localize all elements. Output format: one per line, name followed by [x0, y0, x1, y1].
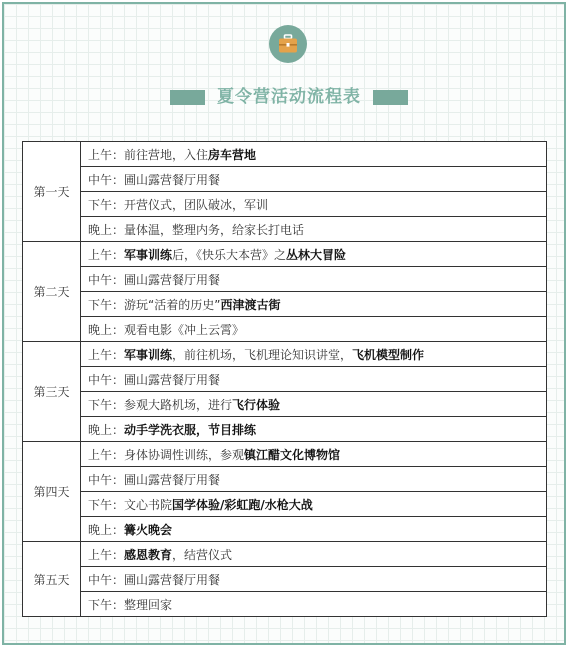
activity-highlight: 篝火晚会	[124, 522, 173, 537]
activity-highlight: 飞行体验	[232, 397, 281, 412]
table-row	[23, 167, 547, 192]
activity-text: 晚上：量体温，整理内务，给家长打电话	[88, 222, 305, 237]
activity-cell	[81, 292, 547, 317]
activity-text: 晚上：	[88, 522, 125, 537]
day-label: 第五天	[23, 542, 81, 617]
table-row	[23, 492, 547, 517]
activity-cell	[81, 242, 547, 267]
day-label: 第一天	[23, 142, 81, 242]
activity-text: 下午：游玩“活着的历史”	[88, 297, 221, 312]
table-row	[23, 217, 547, 242]
title-row	[4, 86, 568, 108]
day-label: 第三天	[23, 342, 81, 442]
activity-text: 晚上：观看电影《冲上云霄》	[88, 322, 245, 337]
activity-cell	[81, 417, 547, 442]
table-row	[23, 567, 547, 592]
activity-text: 中午：圃山露营餐厅用餐	[88, 572, 221, 587]
table-row	[23, 292, 547, 317]
activity-cell	[81, 567, 547, 592]
table-row	[23, 267, 547, 292]
activity-cell	[81, 492, 547, 517]
activity-cell	[81, 167, 547, 192]
activity-cell	[81, 467, 547, 492]
activity-text: 中午：圃山露营餐厅用餐	[88, 272, 221, 287]
activity-text: 后，《快乐大本营》之	[172, 247, 287, 262]
title-bar-left	[170, 90, 205, 105]
activity-highlight: 军事训练	[124, 247, 173, 262]
activity-text: 上午：身体协调性训练，参观	[88, 447, 245, 462]
page-title: 夏令营活动流程表	[217, 87, 361, 107]
activity-highlight: 国学体验/彩虹跑/水枪大战	[172, 497, 313, 512]
table-row	[23, 392, 547, 417]
activity-highlight: 丛林大冒险	[286, 247, 347, 262]
activity-cell	[81, 192, 547, 217]
activity-highlight: 飞机模型制作	[352, 347, 425, 362]
activity-text: 晚上：	[88, 422, 125, 437]
activity-text: 上午：	[88, 547, 125, 562]
table-row	[23, 142, 547, 167]
table-row	[23, 192, 547, 217]
table-row	[23, 442, 547, 467]
activity-cell	[81, 442, 547, 467]
table-row	[23, 317, 547, 342]
activity-cell	[81, 392, 547, 417]
table-row	[23, 592, 547, 617]
activity-text: 上午：前往营地，入住	[88, 147, 209, 162]
table-row	[23, 542, 547, 567]
activity-highlight: 房车营地	[208, 147, 257, 162]
activity-highlight: 感恩教育	[124, 547, 173, 562]
activity-text: 下午：参观大路机场，进行	[88, 397, 233, 412]
suitcase-icon	[276, 32, 300, 56]
activity-highlight: 军事训练	[124, 347, 173, 362]
activity-text: 中午：圃山露营餐厅用餐	[88, 372, 221, 387]
activity-cell	[81, 317, 547, 342]
activity-text: 上午：	[88, 247, 125, 262]
table-row	[23, 242, 547, 267]
activity-text: 中午：圃山露营餐厅用餐	[88, 472, 221, 487]
table-row	[23, 342, 547, 367]
activity-text: 中午：圃山露营餐厅用餐	[88, 172, 221, 187]
activity-highlight: 镇江醋文化博物馆	[244, 447, 341, 462]
activity-text: ，前往机场，飞机理论知识讲堂，	[172, 347, 353, 362]
activity-cell	[81, 517, 547, 542]
activity-cell	[81, 592, 547, 617]
header-badge	[269, 25, 307, 63]
title-bar-right	[373, 90, 408, 105]
activity-text: 上午：	[88, 347, 125, 362]
activity-cell	[81, 217, 547, 242]
table-row	[23, 367, 547, 392]
activity-text: 下午：文心书院	[88, 497, 173, 512]
schedule-table	[22, 141, 547, 617]
activity-cell	[81, 542, 547, 567]
activity-text: ，结营仪式	[172, 547, 233, 562]
table-row	[23, 517, 547, 542]
day-label: 第四天	[23, 442, 81, 542]
activity-cell	[81, 142, 547, 167]
table-row	[23, 467, 547, 492]
activity-text: 下午：开营仪式，团队破冰，军训	[88, 197, 269, 212]
activity-highlight: 动手学洗衣服，节目排练	[124, 422, 257, 437]
activity-cell	[81, 342, 547, 367]
activity-highlight: 西津渡古街	[220, 297, 281, 312]
activity-cell	[81, 267, 547, 292]
activity-text: 下午：整理回家	[88, 597, 173, 612]
table-row	[23, 417, 547, 442]
day-label: 第二天	[23, 242, 81, 342]
activity-cell	[81, 367, 547, 392]
